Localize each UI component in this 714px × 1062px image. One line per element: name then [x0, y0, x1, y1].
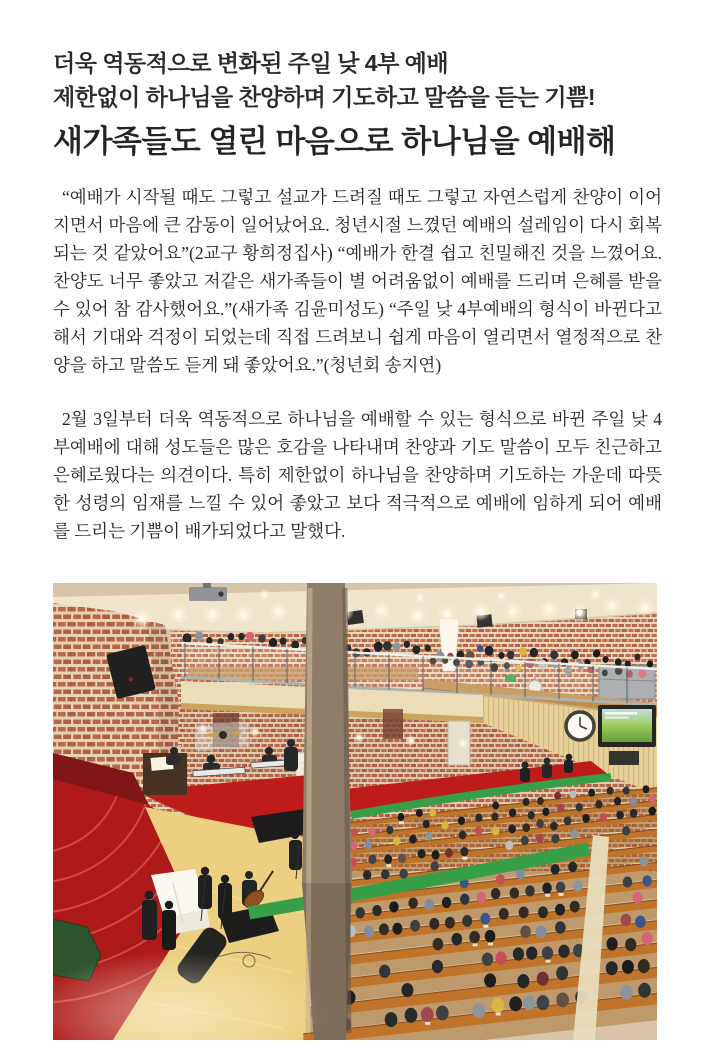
- article-body: [53, 183, 662, 545]
- church-photo: [53, 583, 657, 1040]
- church-photo-illustration: [53, 583, 657, 1040]
- article-headline: 새가족들도 열린 마음으로 하나님을 예배해: [53, 124, 616, 159]
- kicker-line-1: 더욱 역동적으로 변화된 주일 낮 4부 예배: [53, 50, 449, 76]
- paragraph-1: “예배가 시작될 때도 그렇고 설교가 드려질 때도 그렇고 자연스럽게 찬양이 이어지면서 마음에 큰 감동이 일어났어요. 청년시절 느꼈던 예배의 설레임이 다시 회복되는 것 같았어요”(2교구 황희정집사) “예배가 한결 쉽고 친밀해진 것을 느꼈어요. 찬양도 너무 좋았고 저같은 새가족들이 별 어려움없이 예배를 드리며 은혜를 받을 수 있어 참 감사했어요.”(새가족 김윤미성도) “주일 낮 4부예배의 형식이 바뀐다고 해서 기대와 걱정이 되었는데 직접 드려보니 쉽게 마음이 열리면서 열정적으로 찬양을 하고 말씀도 듣게 돼 좋았어요.”(청년회 송지연): [53, 187, 662, 375]
- paragraph-2: 2월 3일부터 더욱 역동적으로 하나님을 예배할 수 있는 형식으로 바뀐 주일 낮 4부예배에 대해 성도들은 많은 호감을 나타내며 찬양과 기도 말씀이 모두 친근하고 은혜로웠다는 의견이다. 특히 제한없이 하나님을 찬양하며 기도하는 가운데 따뜻한 성령의 임재를 느낄 수 있어 좋았고 보다 적극적으로 예배에 임하게 되어 예배를 드리는 기쁨이 배가되었다고 말했다.: [53, 409, 662, 541]
- article-header: [53, 46, 663, 164]
- kicker-line-2: 제한없이 하나님을 찬양하며 기도하고 말씀을 듣는 기쁨!: [53, 84, 596, 110]
